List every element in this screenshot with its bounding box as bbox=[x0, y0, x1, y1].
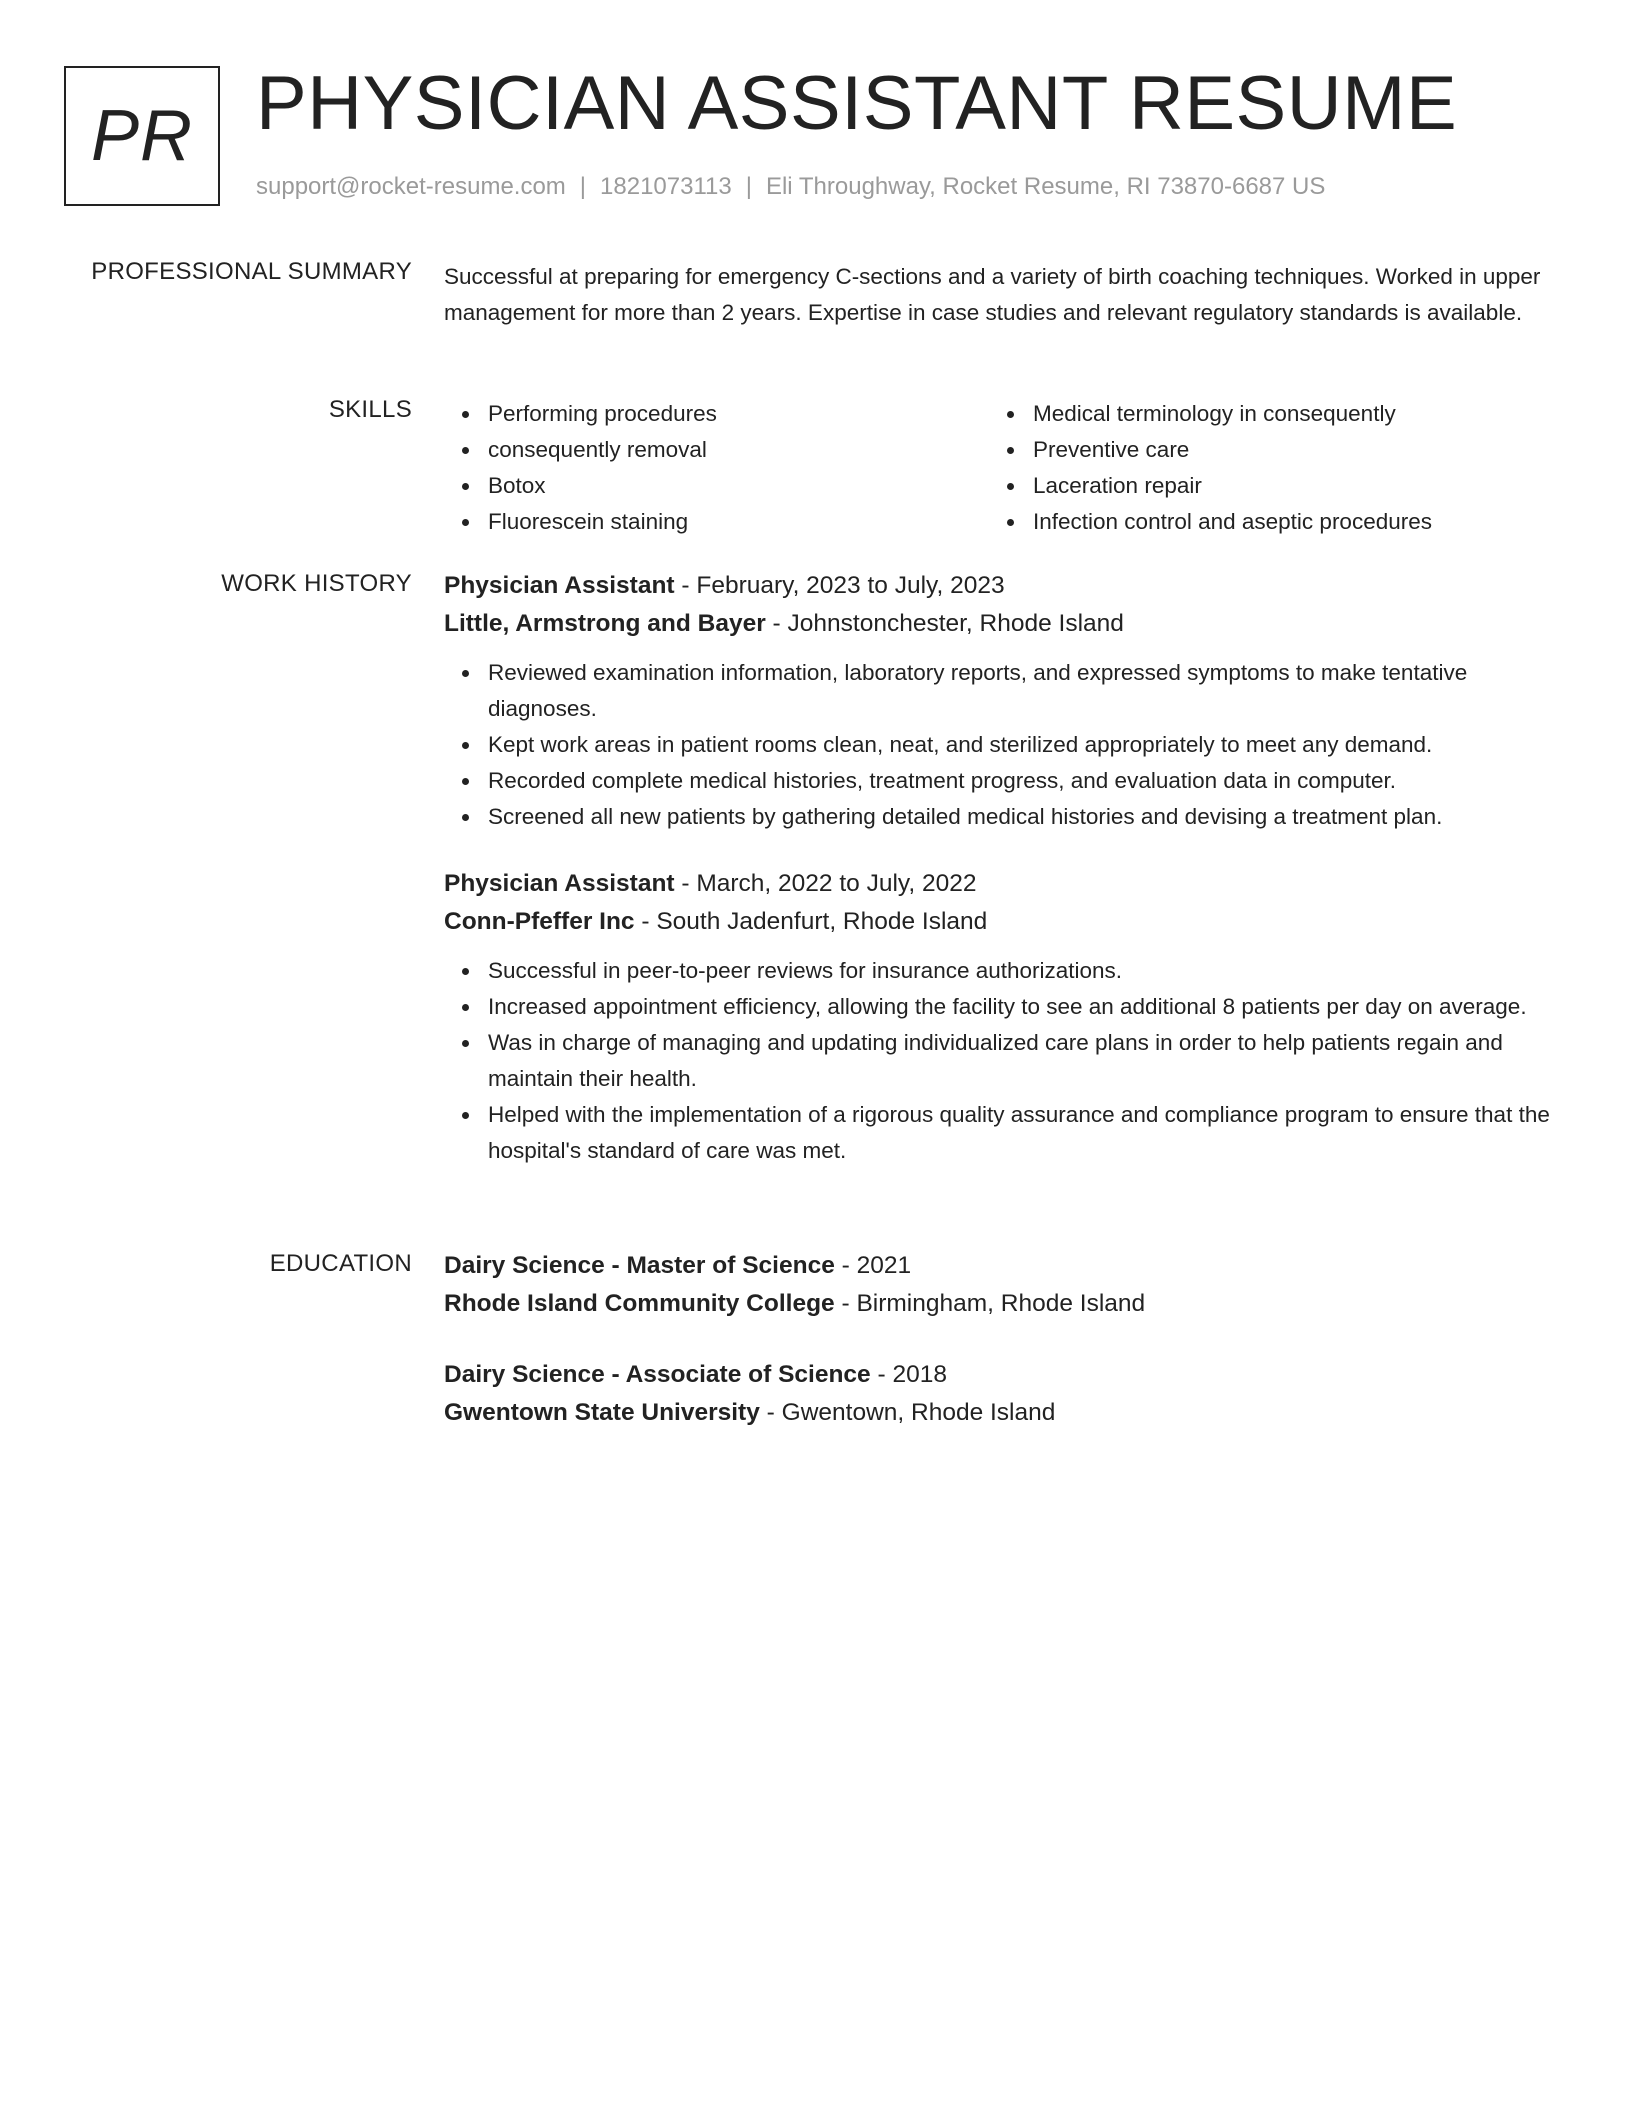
job-title: Physician Assistant bbox=[444, 870, 675, 897]
job-duty: Reviewed examination information, laboratory reports, and expressed symptoms to make tentative diagnoses. bbox=[488, 655, 1554, 727]
job-company-line bbox=[444, 605, 1554, 643]
education-body bbox=[444, 1247, 1554, 1432]
education-year: - 2021 bbox=[834, 1252, 912, 1279]
work-history-body bbox=[444, 567, 1554, 1169]
education-location: - Birmingham, Rhode Island bbox=[834, 1290, 1146, 1317]
job-entry bbox=[444, 567, 1554, 835]
job-duty: Recorded complete medical histories, treatment progress, and evaluation data in computer. bbox=[488, 763, 1554, 799]
skill-item: Performing procedures bbox=[488, 396, 989, 432]
education-degree: Dairy Science - Associate of Science bbox=[444, 1361, 871, 1388]
skill-item: Laceration repair bbox=[1033, 468, 1534, 504]
resume-title: PHYSICIAN ASSISTANT RESUME bbox=[256, 61, 1458, 146]
education-school-line bbox=[444, 1394, 1554, 1432]
job-title-line bbox=[444, 865, 1554, 903]
skills-list-right bbox=[989, 396, 1534, 540]
skill-item: Medical terminology in consequently bbox=[1033, 396, 1534, 432]
education-degree-line bbox=[444, 1356, 1554, 1394]
education-entry bbox=[444, 1356, 1554, 1432]
contact-address: Eli Throughway, Rocket Resume, RI 73870-6687 US bbox=[765, 173, 1326, 200]
job-title: Physician Assistant bbox=[444, 572, 675, 599]
section-label-work-history: WORK HISTORY bbox=[221, 570, 412, 597]
job-duty: Screened all new patients by gathering detailed medical histories and devising a treatment plan. bbox=[488, 799, 1554, 835]
education-school: Gwentown State University bbox=[444, 1399, 760, 1426]
education-entry bbox=[444, 1247, 1554, 1323]
job-dates: - March, 2022 to July, 2022 bbox=[674, 870, 977, 897]
contact-email: support@rocket-resume.com bbox=[256, 173, 566, 200]
skill-item: Botox bbox=[488, 468, 989, 504]
section-label-skills: SKILLS bbox=[328, 396, 412, 423]
job-duty: Increased appointment efficiency, allowing the facility to see an additional 8 patients per day on average. bbox=[488, 989, 1554, 1025]
skill-item: Preventive care bbox=[1033, 432, 1534, 468]
education-school-line bbox=[444, 1285, 1554, 1323]
job-dates: - February, 2023 to July, 2023 bbox=[674, 572, 1005, 599]
job-duty: Successful in peer-to-peer reviews for insurance authorizations. bbox=[488, 953, 1554, 989]
section-label-summary: PROFESSIONAL SUMMARY bbox=[91, 258, 412, 285]
section-label-education: EDUCATION bbox=[269, 1250, 412, 1277]
skills-list-left bbox=[444, 396, 989, 540]
job-entry bbox=[444, 865, 1554, 1169]
job-company-line bbox=[444, 903, 1554, 941]
job-company: Conn-Pfeffer Inc bbox=[444, 908, 635, 935]
contact-separator: | bbox=[579, 173, 587, 200]
job-title-line bbox=[444, 567, 1554, 605]
summary-body bbox=[444, 259, 1554, 331]
contact-separator: | bbox=[745, 173, 752, 200]
contact-phone: 1821073113 bbox=[600, 173, 732, 200]
skill-item: consequently removal bbox=[488, 432, 989, 468]
job-duties bbox=[444, 655, 1554, 835]
education-degree-line bbox=[444, 1247, 1554, 1285]
job-duty: Was in charge of managing and updating individualized care plans in order to help patients regain and maintain their health. bbox=[488, 1025, 1554, 1097]
education-year: - 2018 bbox=[870, 1361, 947, 1388]
resume-header bbox=[64, 61, 1584, 210]
summary-text: Successful at preparing for emergency C-sections and a variety of birth coaching techniques. Worked in upper management for more than 2 years. Expertise in case studies and relevant regulatory standards is available. bbox=[444, 264, 1541, 325]
education-degree: Dairy Science - Master of Science bbox=[444, 1252, 835, 1279]
job-company: Little, Armstrong and Bayer bbox=[444, 610, 766, 637]
skill-item: Fluorescein staining bbox=[488, 504, 989, 540]
job-location: - South Jadenfurt, Rhode Island bbox=[634, 908, 988, 935]
contact-line bbox=[256, 173, 1325, 201]
skill-item: Infection control and aseptic procedures bbox=[1033, 504, 1534, 540]
job-duty: Helped with the implementation of a rigorous quality assurance and compliance program to ensure that the hospital's standard of care was met. bbox=[488, 1097, 1554, 1169]
skills-body bbox=[444, 396, 1554, 540]
education-school: Rhode Island Community College bbox=[444, 1290, 835, 1317]
job-duties bbox=[444, 953, 1554, 1169]
job-location: - Johnstonchester, Rhode Island bbox=[765, 610, 1124, 637]
monogram-logo: PR bbox=[64, 66, 220, 206]
job-duty: Kept work areas in patient rooms clean, neat, and sterilized appropriately to meet any demand. bbox=[488, 727, 1554, 763]
skills-grid bbox=[444, 396, 1554, 540]
education-location: - Gwentown, Rhode Island bbox=[759, 1399, 1056, 1426]
